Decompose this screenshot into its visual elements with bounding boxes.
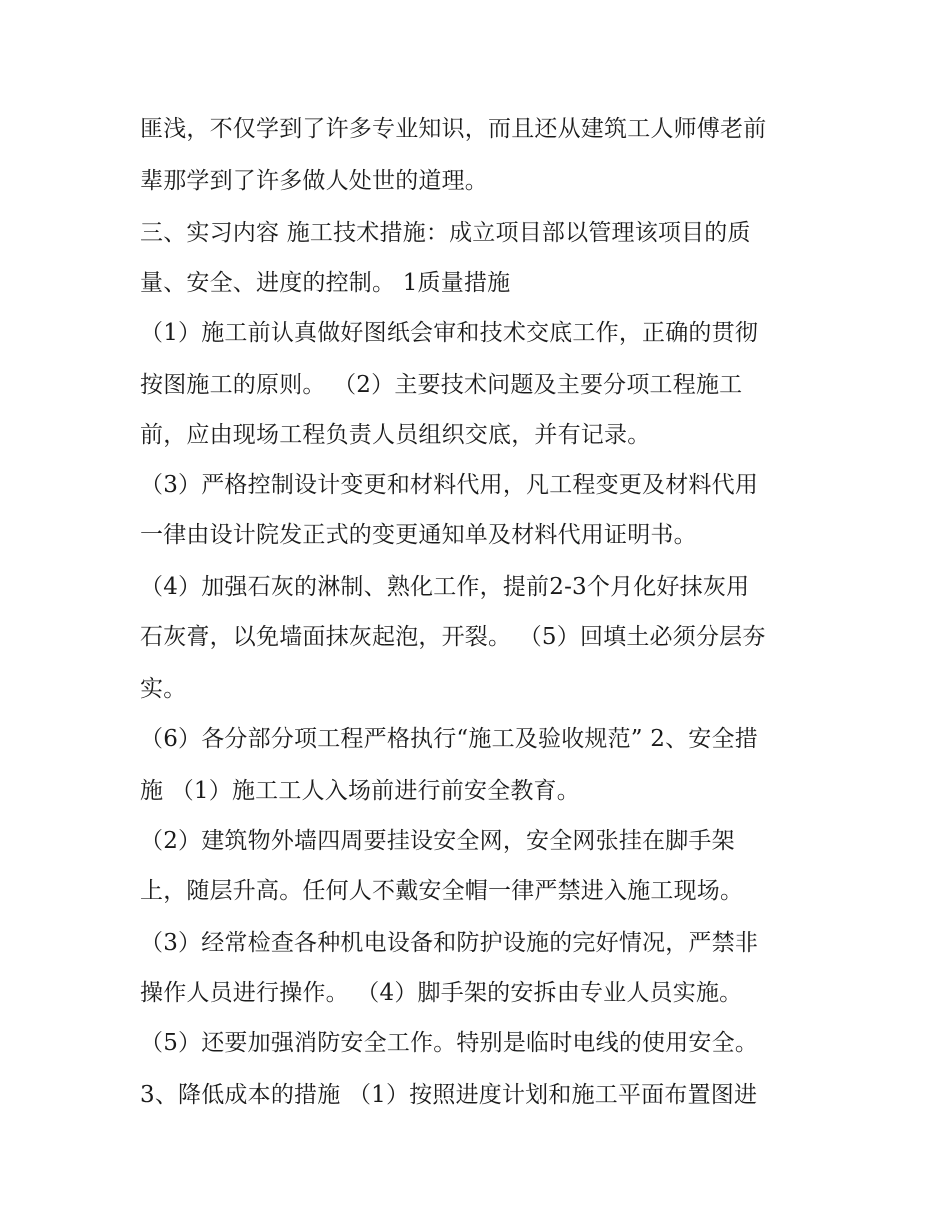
text-line: 施 （1）施工工人入场前进行前安全教育。	[140, 778, 580, 804]
text-line: （5）还要加强消防安全工作。特别是临时电线的使用安全。	[140, 1030, 759, 1056]
text-line: 操作人员进行操作。 （4）脚手架的安拆由专业人员实施。	[140, 980, 743, 1006]
text-line: 匪浅，不仅学到了许多专业知识，而且还从建筑工人师傅老前	[140, 116, 767, 142]
text-line: 石灰膏，以免墙面抹灰起泡，开裂。 （5）回填土必须分层夯	[140, 624, 766, 650]
text-line: 三、实习内容 施工技术措施：成立项目部以管理该项目的质	[140, 220, 751, 246]
text-line: 3、降低成本的措施 （1）按照进度计划和施工平面布置图进	[140, 1082, 758, 1108]
text-line: 实。	[140, 676, 187, 702]
text-line: 按图施工的原则。 （2）主要技术问题及主要分项工程施工	[140, 372, 743, 398]
text-line: 上，随层升高。任何人不戴安全帽一律严禁进入施工现场。	[140, 878, 744, 904]
text-line: 量、安全、进度的控制。 1质量措施	[140, 270, 511, 296]
text-line: 一律由设计院发正式的变更通知单及材料代用证明书。	[140, 522, 697, 548]
text-line: （6）各分部分项工程严格执行“施工及验收规范” 2、安全措	[140, 726, 758, 752]
text-line: （1）施工前认真做好图纸会审和技术交底工作，正确的贯彻	[140, 320, 759, 346]
text-line: （2）建筑物外墙四周要挂设安全网，安全网张挂在脚手架	[140, 828, 735, 854]
text-line: 辈那学到了许多做人处世的道理。	[140, 168, 488, 194]
text-line: （4）加强石灰的淋制、熟化工作，提前2-3个月化好抹灰用	[140, 574, 750, 600]
text-line: 前，应由现场工程负责人员组织交底，并有记录。	[140, 422, 651, 448]
text-line: （3）严格控制设计变更和材料代用，凡工程变更及材料代用	[140, 472, 759, 498]
text-line: （3）经常检查各种机电设备和防护设施的完好情况，严禁非	[140, 930, 759, 956]
